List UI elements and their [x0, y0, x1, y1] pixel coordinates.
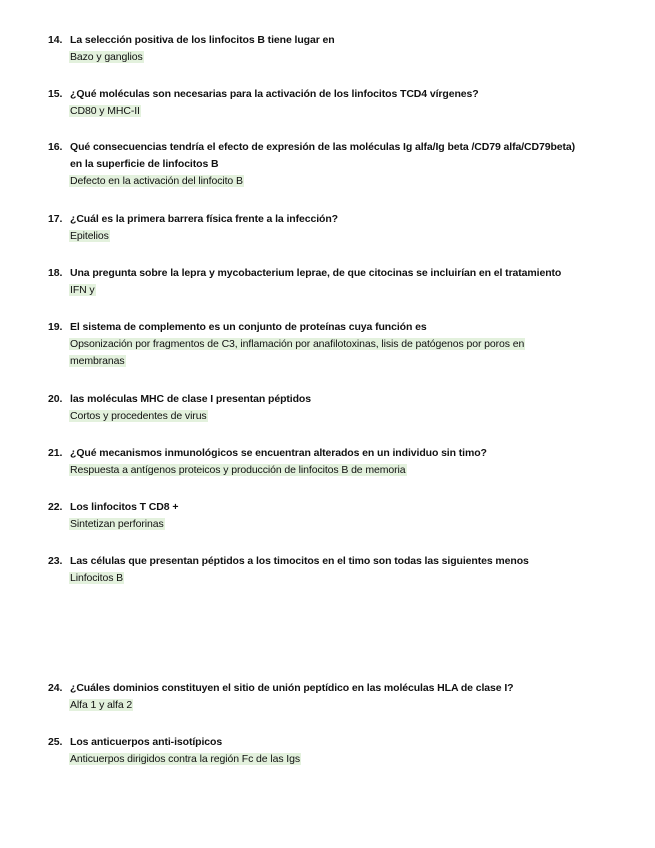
question-text: El sistema de complemento es un conjunto de proteínas cuya función es — [70, 321, 427, 333]
answer-text: Epitelios — [70, 230, 109, 242]
question-item — [48, 734, 638, 768]
question-text: La selección positiva de los linfocitos B tiene lugar en — [70, 34, 335, 46]
question-item — [48, 319, 638, 370]
question-item — [48, 86, 638, 120]
question-number: 25. — [48, 736, 63, 748]
question-number: 22. — [48, 501, 63, 513]
answer-text: Alfa 1 y alfa 2 — [70, 699, 133, 711]
answer-text: Cortos y procedentes de virus — [70, 410, 207, 422]
question-item — [48, 445, 638, 479]
question-text-continued: en la superficie de linfocitos B — [70, 158, 219, 170]
question-text: ¿Qué moléculas son necesarias para la activación de los linfocitos TCD4 vírgenes? — [70, 88, 479, 100]
answer-text: Opsonización por fragmentos de C3, inflamación por anafilotoxinas, lisis de patógenos por poros en — [70, 338, 525, 350]
answer-text: Respuesta a antígenos proteicos y producción de linfocitos B de memoria — [70, 464, 406, 476]
question-item — [48, 139, 638, 190]
question-text: las moléculas MHC de clase I presentan péptidos — [70, 393, 311, 405]
question-text: Qué consecuencias tendría el efecto de expresión de las moléculas Ig alfa/Ig beta /CD79 alfa/CD79beta) — [70, 141, 576, 153]
question-text: ¿Qué mecanismos inmunológicos se encuentran alterados en un individuo sin timo? — [70, 447, 487, 459]
question-text: ¿Cuál es la primera barrera física frente a la infección? — [70, 213, 338, 225]
question-number: 16. — [48, 141, 63, 153]
question-item — [48, 211, 638, 245]
answer-text: Bazo y ganglios — [70, 51, 143, 63]
question-item — [48, 499, 638, 533]
answer-text: Sintetizan perforinas — [70, 518, 164, 530]
answer-text: Linfocitos B — [70, 572, 124, 584]
question-text: Los anticuerpos anti-isotípicos — [70, 736, 223, 748]
question-text: ¿Cuáles dominios constituyen el sitio de unión peptídico en las moléculas HLA de clase I? — [70, 682, 514, 694]
question-number: 23. — [48, 555, 63, 567]
question-number: 19. — [48, 321, 63, 333]
question-item — [48, 391, 638, 425]
question-text: Una pregunta sobre la lepra y mycobacterium leprae, de que citocinas se incluirían en el tratamiento — [70, 267, 562, 279]
answer-text: Defecto en la activación del linfocito B — [70, 175, 243, 187]
question-number: 21. — [48, 447, 63, 459]
question-item — [48, 32, 638, 66]
question-number: 17. — [48, 213, 63, 225]
question-item — [48, 553, 638, 587]
question-number: 15. — [48, 88, 63, 100]
question-item — [48, 265, 638, 299]
answer-text-continued: membranas — [70, 355, 125, 367]
question-text: Los linfocitos T CD8 + — [70, 501, 179, 513]
question-number: 18. — [48, 267, 63, 279]
answer-text: IFN y — [70, 284, 95, 296]
question-item — [48, 680, 638, 714]
answer-text: CD80 y MHC-II — [70, 105, 140, 117]
question-number: 14. — [48, 34, 63, 46]
question-number: 20. — [48, 393, 63, 405]
question-text: Las células que presentan péptidos a los timocitos en el timo son todas las siguientes menos — [70, 555, 529, 567]
question-number: 24. — [48, 682, 63, 694]
answer-text: Anticuerpos dirigidos contra la región Fc de las Igs — [70, 753, 301, 765]
